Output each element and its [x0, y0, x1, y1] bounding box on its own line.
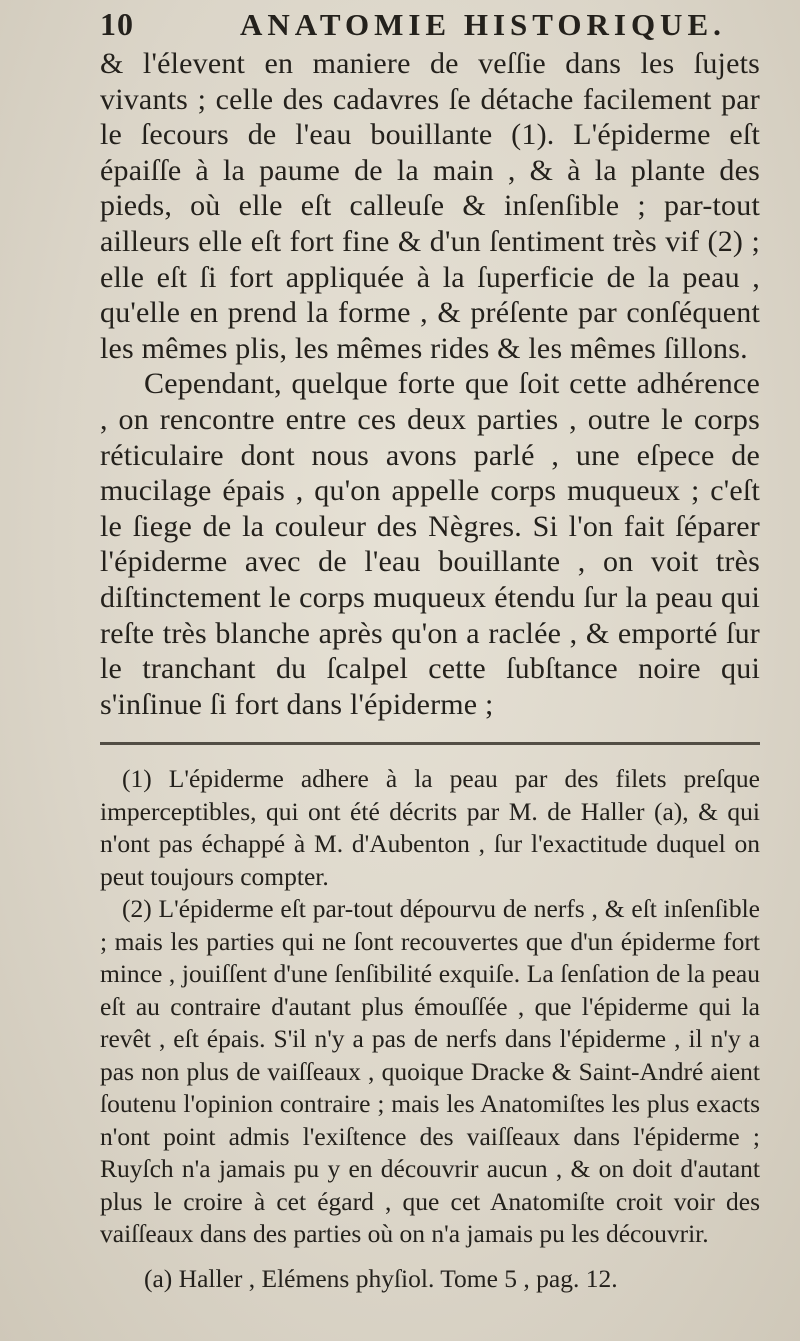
paragraph: Cependant, quelque forte que ſoit cette adhérence , on rencontre entre ces deux parties , outre le corps réticulaire dont nous avons parlé , une eſpece de mucilage épais , qu'on appelle corps muqueux ; c'eſt le ſiege de la couleur des Nègres. Si l'on fait ſéparer l'épiderme avec de l'eau bouillante , on voit très diſtinctement le corps muqueux étendu ſur la peau qui reſte très blanche après qu'on a raclée , & emporté ſur le tranchant du ſcalpel cette ſubſtance noire qui s'inſinue ſi fort dans l'épiderme ; — [100, 367, 760, 721]
footnote-reference: (a) Haller , Elémens phyſiol. Tome 5 , pag. 12. — [144, 1263, 618, 1293]
footnote-divider — [100, 742, 760, 745]
paragraph-continued: & l'élevent en maniere de veſſie dans les ſujets vivants ; celle des cadavres ſe détache facilement par le ſecours de l'eau bouillante (1). L'épiderme eſt épaiſſe à la paume de la main , & à la plante des pieds, où elle eſt calleuſe & inſenſible ; par-tout ailleurs elle eſt fort fine & d'un ſentiment très vif (2) ; elle eſt ſi fort appliquée à la ſuperficie de la peau , qu'elle en prend la forme , & préſente par conſéquent les mêmes plis, les mêmes rides & les mêmes ſillons. — [100, 47, 760, 365]
main-text — [100, 46, 760, 722]
footnotes — [100, 763, 760, 1295]
running-head — [100, 6, 760, 46]
running-title: ANATOMIE HISTORIQUE. — [240, 7, 726, 42]
footnote: (1) L'épiderme adhere à la peau par des filets preſque imperceptibles, qui ont été décrits par M. de Haller (a), & qui n'ont pas échappé à M. d'Aubenton , ſur l'exactitude duquel on peut toujours compter. — [100, 764, 760, 891]
page-number: 10 — [100, 6, 134, 42]
footnote: (2) L'épiderme eſt par-tout dépourvu de nerfs , & eſt inſenſible ; mais les parties qui ne ſont recouvertes que d'un épiderme fort mince , jouiſſent d'une ſenſibilité exquiſe. La ſenſation de la peau eſt au contraire d'autant plus émouſſée , que l'épiderme qui la revêt , eſt épais. S'il n'y a pas de nerfs dans l'épiderme , il n'y a pas non plus de vaiſſeaux , quoique Dracke & Saint-André aient ſoutenu l'opinion contraire ; mais les Anatomiſtes les plus exacts n'ont point admis l'exiſtence des vaiſſeaux dans l'épiderme ; Ruyſch n'a jamais pu y en découvrir aucun , & on doit d'autant plus le croire à cet égard , que cet Anatomiſte croit voir des vaiſſeaux dans des parties où on n'a jamais pu les découvrir. — [100, 894, 760, 1249]
